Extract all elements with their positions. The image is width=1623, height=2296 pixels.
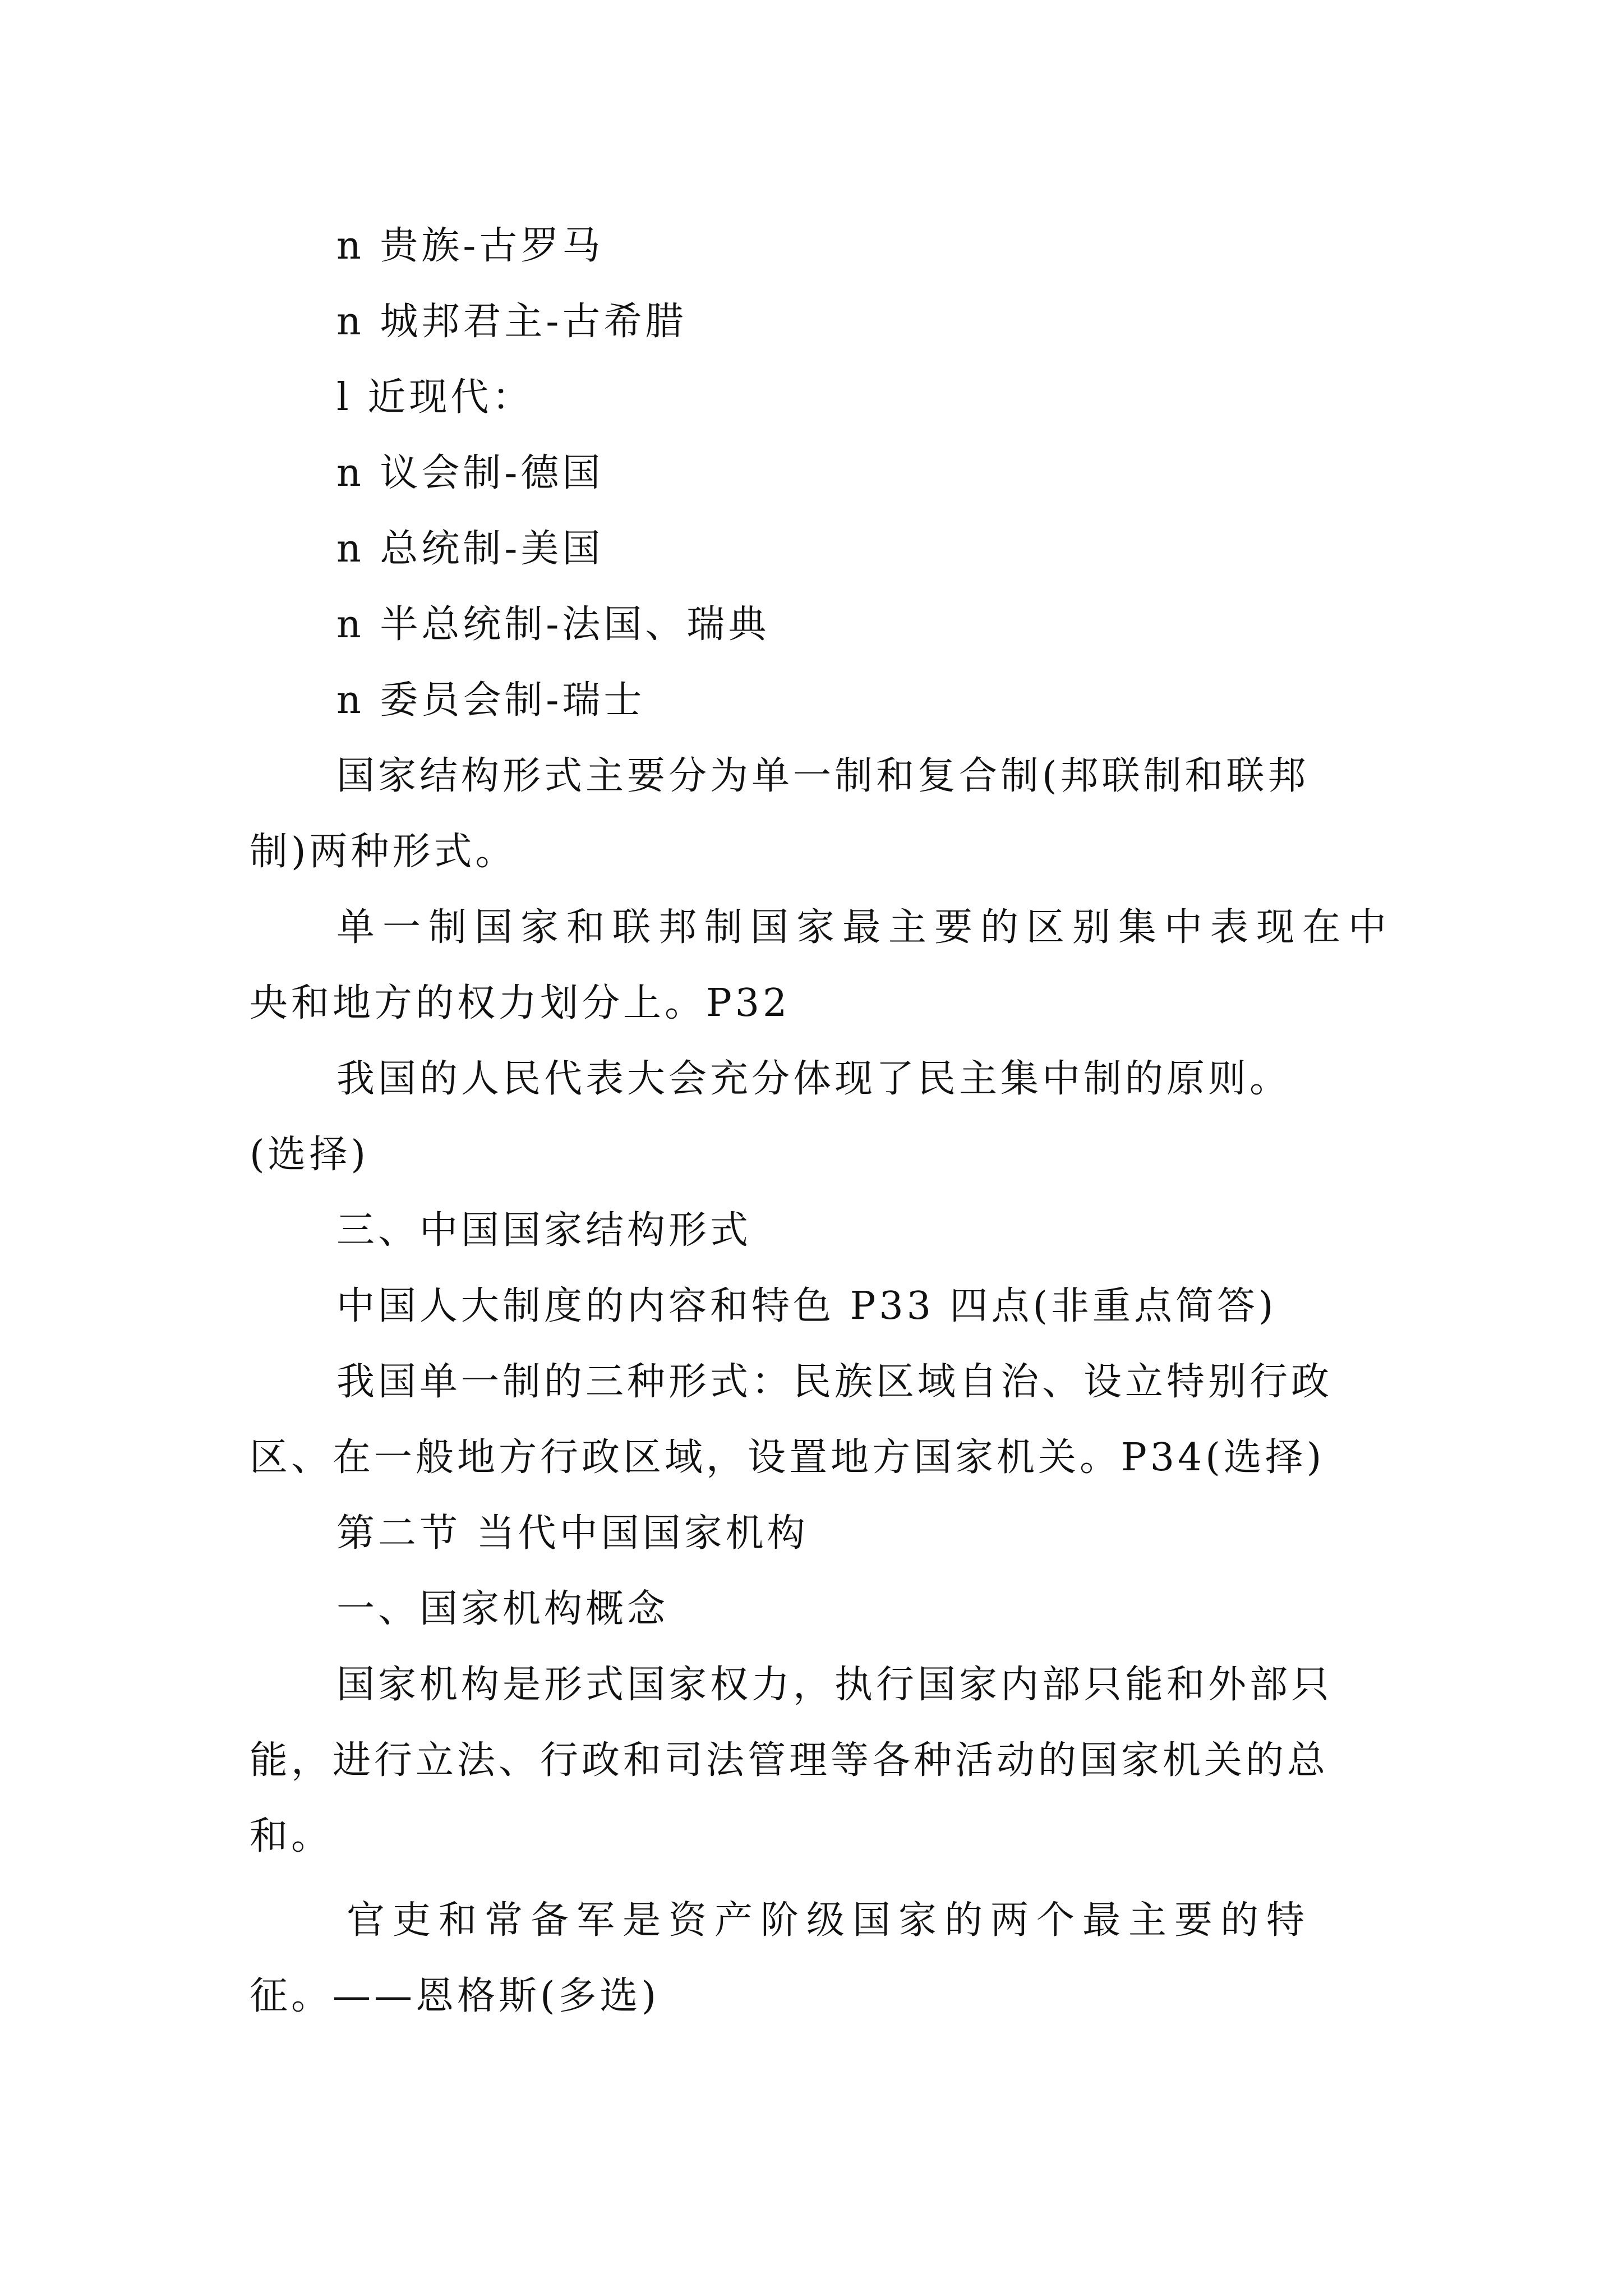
chapter-heading-state-organs: 第二节 当代中国国家机构 [336, 1511, 809, 1556]
list-item-semi-presidential: n 半总统制-法国、瑞典 [336, 602, 770, 647]
paragraph-state-organ-definition-line2: 能，进行立法、行政和司法管理等各种活动的国家机关的总 [250, 1738, 1329, 1783]
list-item-parliamentary-germany: n 议会制-德国 [336, 451, 604, 495]
paragraph-unitary-forms-line1: 我国单一制的三种形式：民族区域自治、设立特别行政 [336, 1360, 1333, 1404]
paragraph-state-structure-line2: 制)两种形式。 [250, 830, 517, 874]
section-heading-state-structure: 三、中国国家结构形式 [336, 1208, 752, 1253]
list-item-committee-switzerland: n 委员会制-瑞士 [336, 678, 645, 723]
paragraph-peoples-congress-line1: 我国的人民代表大会充分体现了民主集中制的原则。 [336, 1057, 1292, 1101]
list-item-city-state-monarchy: n 城邦君主-古希腊 [336, 300, 687, 344]
list-item-presidential-usa: n 总统制-美国 [336, 527, 604, 571]
paragraph-unitary-forms-line2: 区、在一般地方行政区域，设置地方国家机关。P34(选择) [250, 1435, 1325, 1480]
paragraph-state-organ-definition-line1: 国家机构是形式国家权力，执行国家内部只能和外部只 [336, 1663, 1333, 1707]
paragraph-unitary-federal-line2: 央和地方的权力划分上。P32 [250, 981, 791, 1025]
paragraph-engels-quote-line1: 官吏和常备军是资产阶级国家的两个最主要的特 [347, 1898, 1313, 1943]
paragraph-state-structure-line1: 国家结构形式主要分为单一制和复合制(邦联制和联邦 [336, 754, 1310, 798]
paragraph-peoples-congress-line2: (选择) [250, 1133, 370, 1177]
paragraph-state-organ-definition-line3: 和。 [250, 1814, 333, 1858]
section-heading-state-organ-concept: 一、国家机构概念 [336, 1587, 669, 1631]
paragraph-unitary-federal-line1: 单一制国家和联邦制国家最主要的区别集中表现在中 [336, 905, 1395, 950]
paragraph-engels-quote-line2: 征。——恩格斯(多选) [250, 1974, 660, 2018]
paragraph-npc-system: 中国人大制度的内容和特色 P33 四点(非重点简答) [336, 1284, 1277, 1328]
list-heading-modern-era: l 近现代： [336, 375, 534, 420]
list-item-aristocracy-rome: n 贵族-古罗马 [336, 224, 604, 268]
